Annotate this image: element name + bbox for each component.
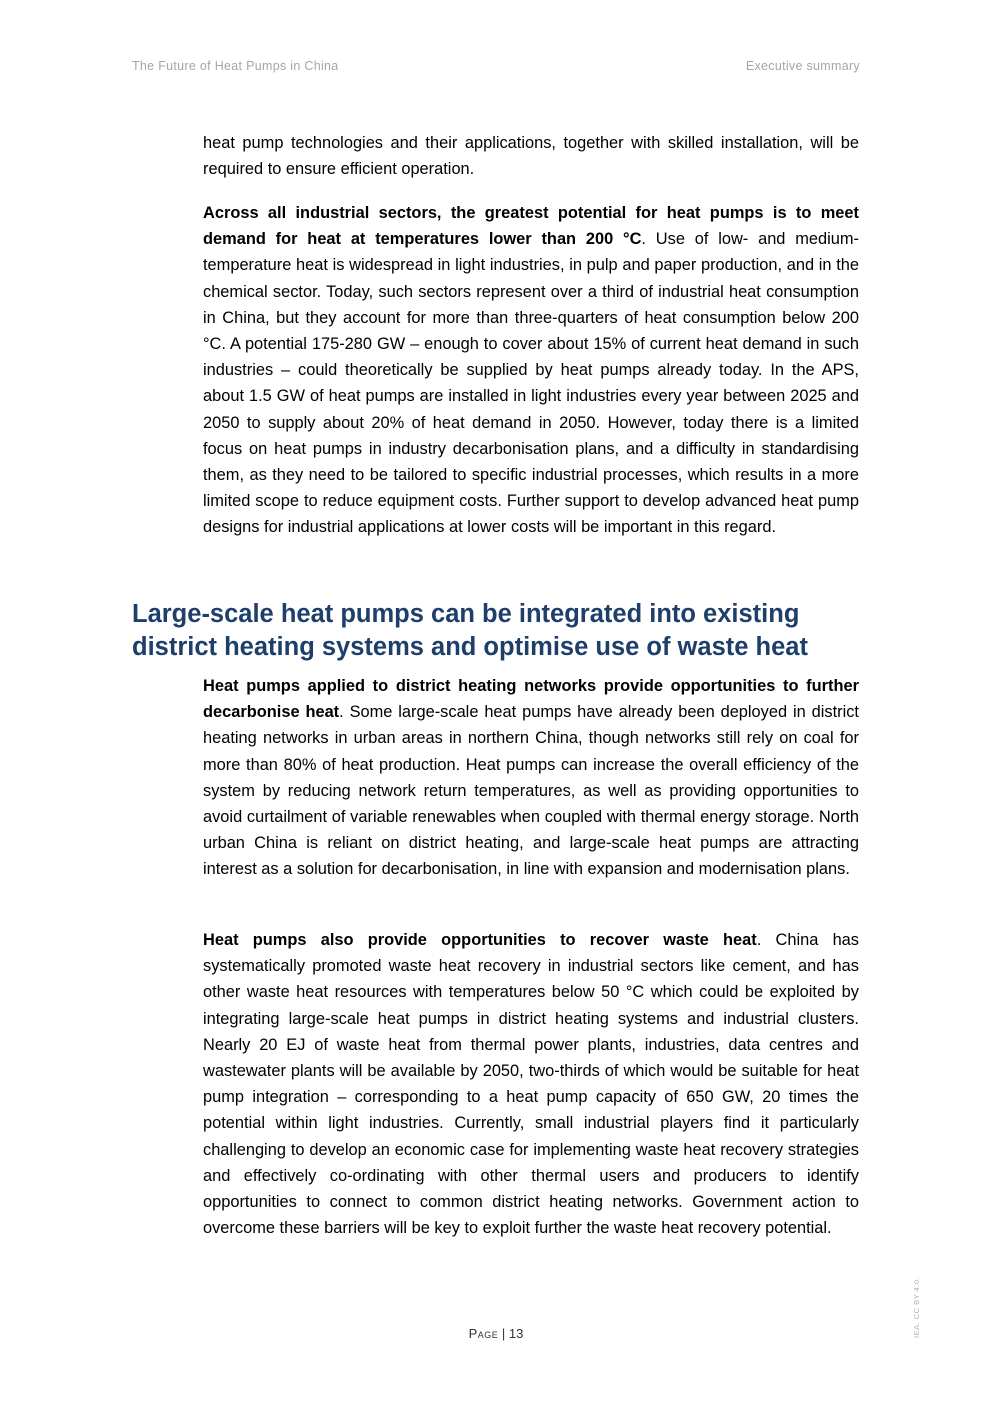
- section-heading: Large-scale heat pumps can be integrated into existing district heating systems and optimise use of waste heat: [132, 600, 808, 661]
- paragraph-industrial-sectors-bold: Across all industrial sectors, the greatest potential for heat pumps is to meet demand for heat at temperatures lower than 200 °C: [203, 204, 859, 249]
- paragraph-district-heating-bold: Heat pumps applied to district heating networks provide opportunities to further decarbonise heat: [203, 677, 859, 722]
- running-header-section: Executive summary: [745, 59, 860, 73]
- paragraph-industrial-sectors: [203, 200, 859, 541]
- page-footer: [0, 1326, 992, 1341]
- page-label: Page: [468, 1326, 499, 1341]
- paragraph-waste-heat-text: . China has systematically promoted waste heat recovery in industrial sectors like cement, and has other waste heat resources with temperatures below 50 °C which could be exploited by integrating large-scale heat pumps in district heating systems and industrial clusters. Nearly 20 EJ of waste heat from thermal power plants, industries, data centres and wastewater plants will be available by 2050, two-thirds of which would be suitable for heat pump integration – corresponding to a heat pump capacity of 650 GW, 20 times the potential within light industries. Currently, small industrial players find it particularly challenging to develop an economic case for implementing waste heat recovery strategies and effectively co-ordinating with other thermal users and producers to identify opportunities to connect to common district heating networks. Government action to overcome these barriers will be key to exploit further the waste heat recovery potential.: [203, 931, 859, 1238]
- page-separator: |: [498, 1326, 509, 1341]
- license-notice: IEA. CC BY 4.0.: [912, 1276, 921, 1338]
- page-number: 13: [508, 1326, 524, 1341]
- paragraph-intro-text: heat pump technologies and their applications, together with skilled installation, will be required to ensure efficient operation.: [203, 134, 859, 179]
- running-header-title: The Future of Heat Pumps in China: [132, 59, 339, 73]
- paragraph-intro: [203, 130, 859, 182]
- paragraph-waste-heat: [203, 927, 859, 1241]
- paragraph-industrial-sectors-text: . Use of low- and medium-temperature heat is widespread in light industries, in pulp and paper production, and in the chemical sector. Today, such sectors represent over a third of industrial heat consumption in China, but they account for more than three-quarters of heat consumption below 200 °C. A potential 175-280 GW – enough to cover about 15% of current heat demand in such industries – could theoretically be supplied by heat pumps already today. In the APS, about 1.5 GW of heat pumps are installed in light industries every year between 2025 and 2050 to supply about 20% of heat demand in 2050. However, today there is a limited focus on heat pumps in industry decarbonisation plans, and a difficulty in standardising them, as they need to be tailored to specific industrial processes, which results in a more limited scope to reduce equipment costs. Further support to develop advanced heat pump designs for industrial applications at lower costs will be important in this regard.: [203, 230, 859, 537]
- paragraph-district-heating: [203, 673, 859, 883]
- paragraph-waste-heat-bold: Heat pumps also provide opportunities to recover waste heat: [203, 931, 757, 949]
- paragraph-district-heating-text: . Some large-scale heat pumps have already been deployed in district heating networks in urban areas in northern China, though networks still rely on coal for more than 80% of heat production. Heat pumps can increase the overall efficiency of the system by reducing network return temperatures, as well as providing opportunities to avoid curtailment of variable renewables when coupled with thermal energy storage. North urban China is reliant on district heating, and large-scale heat pumps are attracting interest as a solution for decarbonisation, in line with expansion and modernisation plans.: [203, 703, 859, 879]
